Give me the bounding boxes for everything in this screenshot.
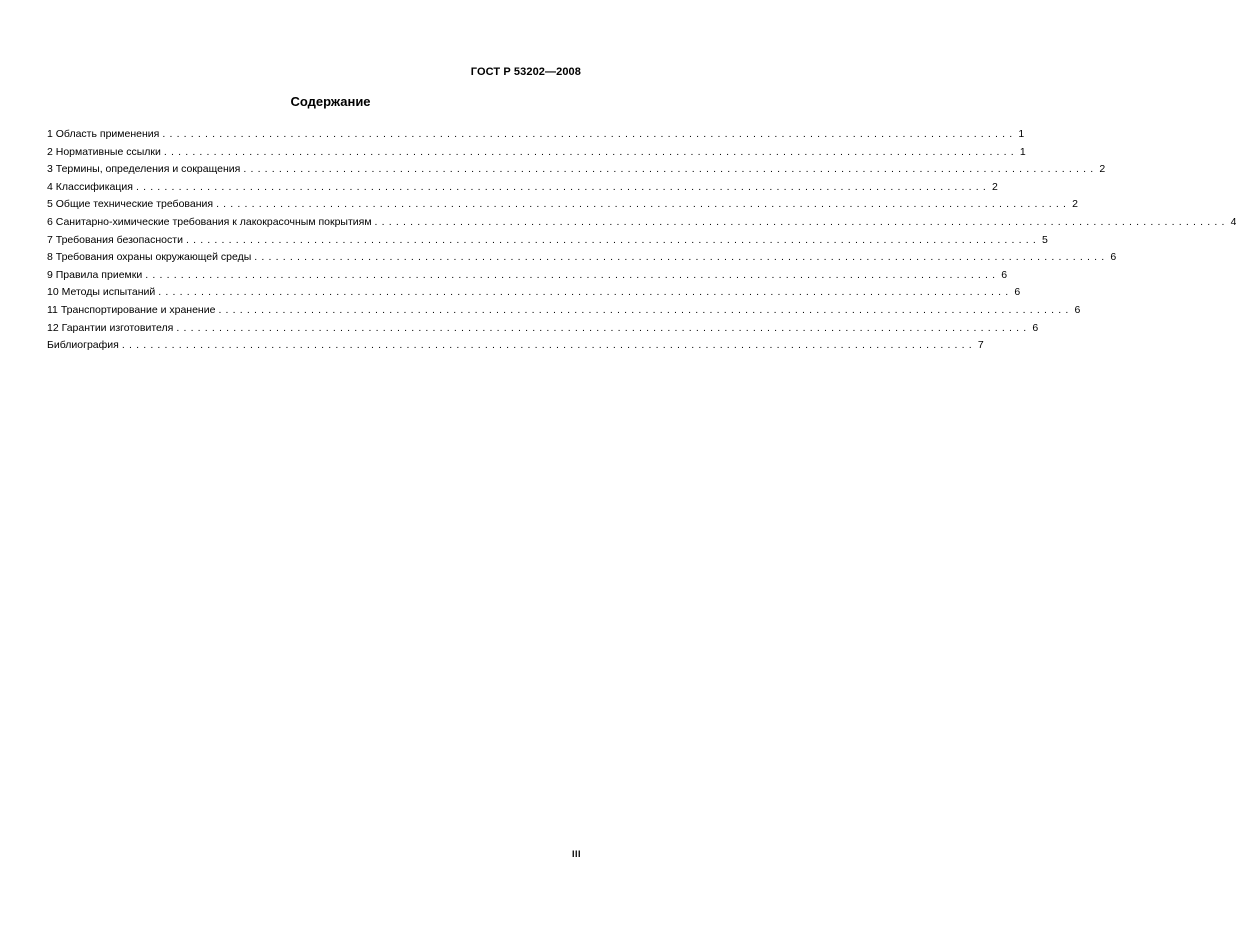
toc-leader-dots: ........................................................................................................................	[176, 321, 1031, 334]
toc-leader-dots: ........................................................................................................................	[243, 163, 1098, 176]
toc-title: Содержание	[290, 94, 371, 109]
toc-entry-page: 6	[1074, 303, 1081, 316]
page-number: III	[571, 849, 581, 859]
toc-entry-label: 8 Требования охраны окружающей среды	[47, 251, 252, 264]
toc-entry[interactable]	[47, 232, 1048, 250]
toc-entry[interactable]	[47, 337, 984, 355]
toc-leader-dots: ........................................................................................................................	[135, 180, 991, 193]
toc-entry-label: 1 Область применения	[47, 128, 160, 140]
toc-entry[interactable]	[47, 144, 1026, 162]
toc-entry-label: 9 Правила приемки	[47, 268, 143, 281]
toc-entry-page: 6	[1032, 321, 1039, 334]
toc-entry-page: 6	[1001, 268, 1008, 281]
table-of-contents	[47, 126, 1236, 355]
toc-entry[interactable]	[47, 284, 1021, 302]
toc-entry-page: 4	[1230, 215, 1236, 228]
toc-leader-dots: ........................................................................................................................	[158, 286, 1013, 299]
toc-leader-dots: ........................................................................................................................	[254, 251, 1109, 264]
toc-entry-label: 12 Гарантии изготовителя	[47, 321, 174, 334]
toc-entry-label: 11 Транспортирование и хранение	[47, 303, 216, 316]
toc-entry[interactable]	[47, 214, 1236, 232]
toc-entry-page: 2	[1099, 163, 1106, 176]
toc-leader-dots: ........................................................................................................................	[145, 268, 1000, 281]
toc-entry[interactable]	[47, 302, 1081, 320]
toc-entry-page: 2	[992, 180, 998, 193]
toc-entry-label: 2 Нормативные ссылки	[47, 145, 161, 158]
toc-entry-label: 7 Требования безопасности	[47, 233, 183, 246]
toc-leader-dots: ........................................................................................................................	[163, 145, 1018, 158]
toc-entry[interactable]	[47, 179, 998, 197]
toc-entry-label: 10 Методы испытаний	[47, 286, 156, 299]
document-code: ГОСТ Р 53202—2008	[470, 66, 581, 78]
toc-entry-page: 6	[1110, 251, 1117, 264]
toc-entry-page: 1	[1018, 128, 1025, 140]
toc-entry[interactable]	[47, 126, 1025, 144]
toc-entry-page: 6	[1014, 286, 1021, 299]
toc-leader-dots: ........................................................................................................................	[218, 303, 1073, 316]
toc-entry-label: 4 Классификация	[47, 180, 133, 193]
toc-entry-page: 1	[1019, 145, 1026, 158]
toc-entry[interactable]	[47, 267, 1008, 285]
toc-entry[interactable]	[47, 320, 1039, 338]
toc-leader-dots: ........................................................................................................................	[185, 233, 1041, 246]
toc-entry[interactable]	[47, 161, 1106, 179]
toc-entry-label: 6 Санитарно-химические требования к лакокрасочным покрытиям	[47, 215, 372, 228]
toc-leader-dots: ........................................................................................................................	[374, 215, 1229, 228]
toc-leader-dots: ........................................................................................................................	[216, 198, 1071, 211]
toc-entry-page: 2	[1072, 198, 1078, 211]
toc-entry-page: 7	[977, 339, 984, 352]
toc-entry-label: 5 Общие технические требования	[47, 198, 214, 211]
toc-entry-label: 3 Термины, определения и сокращения	[47, 163, 241, 176]
toc-leader-dots: ........................................................................................................................	[121, 339, 976, 352]
toc-entry[interactable]	[47, 196, 1078, 214]
toc-leader-dots: ........................................................................................................................	[162, 128, 1017, 140]
toc-entry-label: Библиография	[47, 339, 119, 352]
toc-entry-page: 5	[1042, 233, 1048, 246]
toc-entry[interactable]	[47, 249, 1117, 267]
